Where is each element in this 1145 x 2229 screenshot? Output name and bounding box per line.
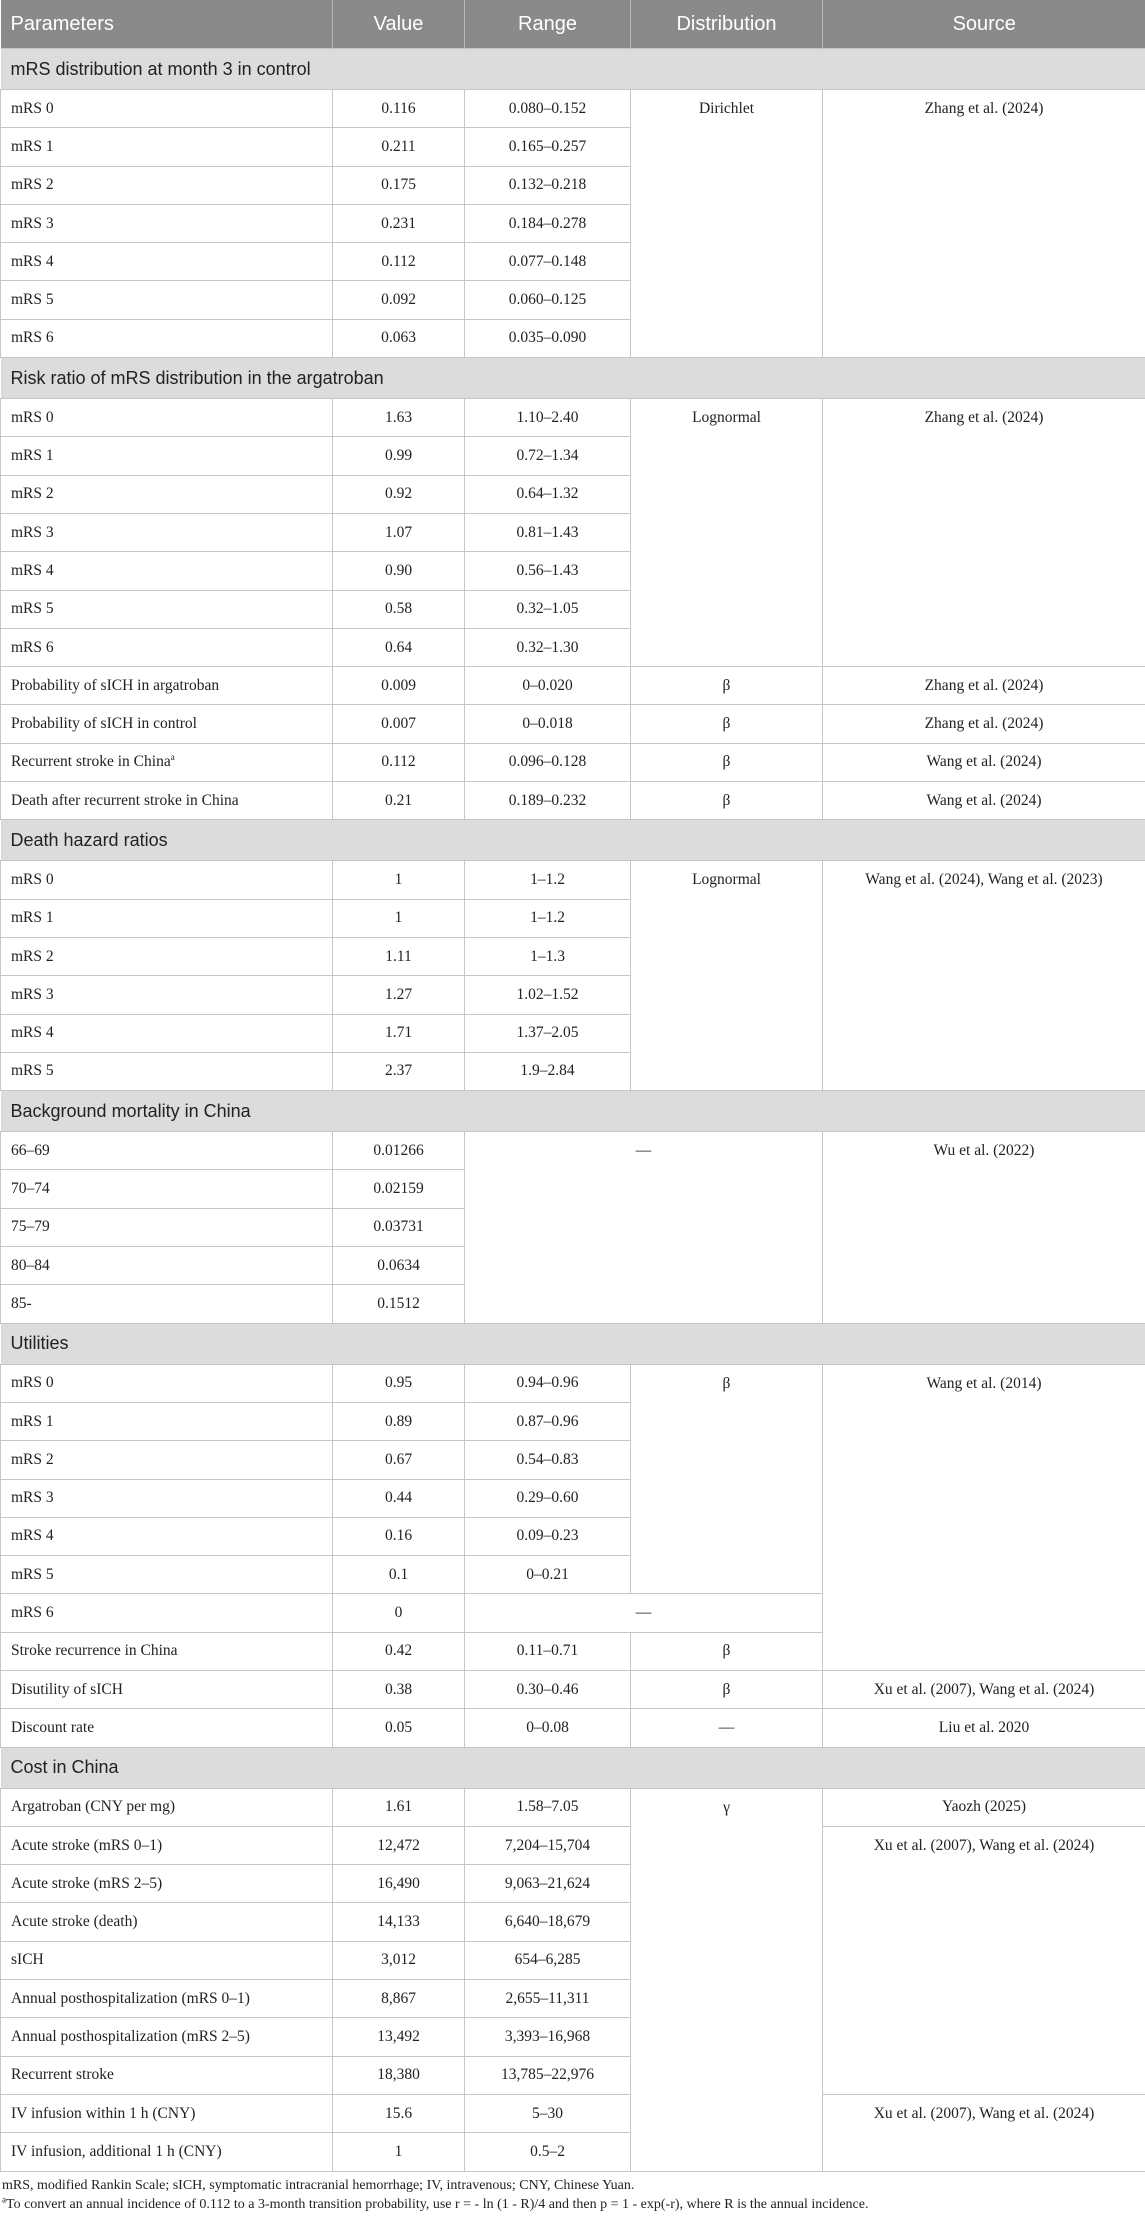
header-row (1, 0, 1145, 49)
distribution-cell: Lognormal (631, 861, 823, 1091)
distribution-cell: β (631, 1364, 823, 1594)
range-cell: 0.72–1.34 (465, 437, 631, 475)
section-header (1, 1091, 1145, 1132)
param-cell: mRS 6 (1, 319, 333, 357)
value-cell: 1.61 (333, 1788, 465, 1826)
table-row (1, 705, 1145, 743)
value-cell: 16,490 (333, 1865, 465, 1903)
source-cell: Liu et al. 2020 (823, 1709, 1145, 1747)
range-cell: 0–0.018 (465, 705, 631, 743)
param-cell: Recurrent stroke (1, 2056, 333, 2094)
source-cell: Wang et al. (2014) (823, 1364, 1145, 1670)
param-cell: mRS 5 (1, 1556, 333, 1594)
section-header (1, 1747, 1145, 1788)
value-cell: 0.175 (333, 166, 465, 204)
value-cell: 1.63 (333, 399, 465, 437)
source-cell: Xu et al. (2007), Wang et al. (2024) (823, 1826, 1145, 2094)
range-cell: 0.035–0.090 (465, 319, 631, 357)
source-cell: Zhang et al. (2024) (823, 399, 1145, 667)
value-cell: 1.71 (333, 1014, 465, 1052)
value-cell: 0.063 (333, 319, 465, 357)
value-cell: 1.11 (333, 937, 465, 975)
value-cell: 13,492 (333, 2018, 465, 2056)
value-cell: 0.231 (333, 204, 465, 242)
param-cell: mRS 0 (1, 861, 333, 899)
value-cell: 0.1512 (333, 1285, 465, 1323)
source-cell: Wu et al. (2022) (823, 1132, 1145, 1323)
param-cell: mRS 4 (1, 1517, 333, 1555)
param-cell: 66–69 (1, 1132, 333, 1170)
param-cell: Disutility of sICH (1, 1670, 333, 1708)
table-row (1, 1364, 1145, 1402)
value-cell: 1 (333, 2133, 465, 2171)
param-cell: mRS 4 (1, 1014, 333, 1052)
distribution-cell: γ (631, 1788, 823, 2171)
header-distribution: Distribution (631, 0, 823, 49)
param-cell: mRS 1 (1, 1402, 333, 1440)
param-cell: 70–74 (1, 1170, 333, 1208)
param-cell (1, 743, 333, 781)
param-cell: Acute stroke (mRS 0–1) (1, 1826, 333, 1864)
distribution-cell: — (631, 1709, 823, 1747)
value-cell: 0.92 (333, 475, 465, 513)
param-cell: IV infusion, additional 1 h (CNY) (1, 2133, 333, 2171)
value-cell: 0.89 (333, 1402, 465, 1440)
param-cell: mRS 4 (1, 243, 333, 281)
range-cell: 1–1.3 (465, 937, 631, 975)
footnote-abbreviations: mRS, modified Rankin Scale; sICH, symptomatic intracranial hemorrhage; IV, intravenous; CNY, Chinese Yuan. (2, 2177, 635, 2193)
param-cell: mRS 3 (1, 976, 333, 1014)
table-row (1, 1132, 1145, 1170)
range-cell: 0.080–0.152 (465, 90, 631, 128)
distribution-cell: β (631, 1670, 823, 1708)
value-cell: 1 (333, 899, 465, 937)
distribution-cell: Dirichlet (631, 90, 823, 358)
range-cell: 2,655–11,311 (465, 1980, 631, 2018)
source-cell: Yaozh (2025) (823, 1788, 1145, 1826)
range-cell: 0.184–0.278 (465, 204, 631, 242)
section-title: Background mortality in China (1, 1091, 1145, 1132)
param-cell: IV infusion within 1 h (CNY) (1, 2094, 333, 2132)
range-cell: 0.165–0.257 (465, 128, 631, 166)
source-cell: Zhang et al. (2024) (823, 667, 1145, 705)
param-cell: mRS 6 (1, 628, 333, 666)
table-row (1, 1670, 1145, 1708)
range-cell: 13,785–22,976 (465, 2056, 631, 2094)
section-header (1, 49, 1145, 90)
value-cell: 15.6 (333, 2094, 465, 2132)
value-cell: 2.37 (333, 1052, 465, 1090)
value-cell: 0.42 (333, 1632, 465, 1670)
value-cell: 0.16 (333, 1517, 465, 1555)
value-cell: 0.211 (333, 128, 465, 166)
range-cell: 0.32–1.05 (465, 590, 631, 628)
range-cell: 0.09–0.23 (465, 1517, 631, 1555)
distribution-cell: β (631, 705, 823, 743)
table-footnotes (0, 2176, 1145, 2214)
param-cell: mRS 0 (1, 399, 333, 437)
header-value: Value (333, 0, 465, 49)
param-cell: 85- (1, 1285, 333, 1323)
table-row (1, 1709, 1145, 1747)
section-title: Risk ratio of mRS distribution in the argatroban (1, 358, 1145, 399)
param-cell: Death after recurrent stroke in China (1, 782, 333, 820)
range-cell: 0.096–0.128 (465, 743, 631, 781)
range-cell: 0–0.08 (465, 1709, 631, 1747)
param-cell: mRS 2 (1, 475, 333, 513)
param-cell: mRS 3 (1, 204, 333, 242)
range-cell: 0.132–0.218 (465, 166, 631, 204)
param-cell: mRS 5 (1, 281, 333, 319)
param-cell: 80–84 (1, 1247, 333, 1285)
section-title: Utilities (1, 1323, 1145, 1364)
value-cell: 0.21 (333, 782, 465, 820)
param-cell: Annual posthospitalization (mRS 2–5) (1, 2018, 333, 2056)
range-cell: 3,393–16,968 (465, 2018, 631, 2056)
param-cell: mRS 0 (1, 1364, 333, 1402)
value-cell: 18,380 (333, 2056, 465, 2094)
range-cell: 0.077–0.148 (465, 243, 631, 281)
value-cell: 12,472 (333, 1826, 465, 1864)
value-cell: 0.092 (333, 281, 465, 319)
param-cell: mRS 1 (1, 128, 333, 166)
range-cell: 6,640–18,679 (465, 1903, 631, 1941)
section-title: mRS distribution at month 3 in control (1, 49, 1145, 90)
distribution-cell: β (631, 1632, 823, 1670)
param-cell: mRS 4 (1, 552, 333, 590)
source-cell: Wang et al. (2024) (823, 782, 1145, 820)
value-cell: 0.95 (333, 1364, 465, 1402)
value-cell: 0.01266 (333, 1132, 465, 1170)
value-cell: 0.007 (333, 705, 465, 743)
table-row (1, 743, 1145, 781)
range-cell: 0.5–2 (465, 2133, 631, 2171)
table-row (1, 782, 1145, 820)
param-cell: mRS 1 (1, 437, 333, 475)
value-cell: 0.02159 (333, 1170, 465, 1208)
param-cell: Probability of sICH in argatroban (1, 667, 333, 705)
source-cell: Wang et al. (2024), Wang et al. (2023) (823, 861, 1145, 1091)
range-cell: 1.10–2.40 (465, 399, 631, 437)
table-row (1, 2094, 1145, 2132)
footnote-marker: a (170, 752, 175, 763)
value-cell: 8,867 (333, 1980, 465, 2018)
range-distribution-cell: — (465, 1132, 823, 1323)
table-row (1, 1788, 1145, 1826)
section-title: Cost in China (1, 1747, 1145, 1788)
footnote-marker: a (2, 2193, 6, 2204)
range-cell: 0.29–0.60 (465, 1479, 631, 1517)
value-cell: 0.009 (333, 667, 465, 705)
header-range: Range (465, 0, 631, 49)
range-cell: 0.060–0.125 (465, 281, 631, 319)
footnote-conversion-text: To convert an annual incidence of 0.112 to a 3-month transition probability, use r = - ln (1 - R)/4 and then p = 1 - exp(-r), where R is the annual incidence. (6, 2196, 869, 2212)
value-cell: 0 (333, 1594, 465, 1632)
value-cell: 0.112 (333, 743, 465, 781)
source-cell: Zhang et al. (2024) (823, 705, 1145, 743)
value-cell: 1.27 (333, 976, 465, 1014)
range-cell: 0.64–1.32 (465, 475, 631, 513)
range-cell: 1.58–7.05 (465, 1788, 631, 1826)
value-cell: 0.0634 (333, 1247, 465, 1285)
range-cell: 0–0.020 (465, 667, 631, 705)
range-cell: 0.11–0.71 (465, 1632, 631, 1670)
source-cell: Zhang et al. (2024) (823, 90, 1145, 358)
table-row (1, 399, 1145, 437)
value-cell: 0.38 (333, 1670, 465, 1708)
range-cell: 0.30–0.46 (465, 1670, 631, 1708)
param-cell: mRS 2 (1, 1441, 333, 1479)
param-cell: Acute stroke (mRS 2–5) (1, 1865, 333, 1903)
range-cell: 1.37–2.05 (465, 1014, 631, 1052)
table-row (1, 667, 1145, 705)
table-row (1, 90, 1145, 128)
value-cell: 3,012 (333, 1941, 465, 1979)
source-cell: Wang et al. (2024) (823, 743, 1145, 781)
range-cell: 0.94–0.96 (465, 1364, 631, 1402)
range-cell: 0.56–1.43 (465, 552, 631, 590)
value-cell: 0.90 (333, 552, 465, 590)
range-cell: 1–1.2 (465, 861, 631, 899)
param-cell: Discount rate (1, 1709, 333, 1747)
param-cell: Probability of sICH in control (1, 705, 333, 743)
param-text: Recurrent stroke in China (11, 753, 171, 771)
section-header (1, 1323, 1145, 1364)
value-cell: 0.67 (333, 1441, 465, 1479)
value-cell: 0.05 (333, 1709, 465, 1747)
distribution-cell: β (631, 667, 823, 705)
value-cell: 0.1 (333, 1556, 465, 1594)
range-cell: 0.81–1.43 (465, 513, 631, 551)
value-cell: 0.64 (333, 628, 465, 666)
value-cell: 0.99 (333, 437, 465, 475)
value-cell: 0.03731 (333, 1208, 465, 1246)
value-cell: 0.112 (333, 243, 465, 281)
range-cell: 5–30 (465, 2094, 631, 2132)
param-cell: mRS 5 (1, 1052, 333, 1090)
param-cell: mRS 3 (1, 1479, 333, 1517)
range-cell: 1–1.2 (465, 899, 631, 937)
param-cell: mRS 5 (1, 590, 333, 628)
range-cell: 0.54–0.83 (465, 1441, 631, 1479)
param-cell: Acute stroke (death) (1, 1903, 333, 1941)
footnote-conversion (2, 2195, 1145, 2214)
distribution-cell: β (631, 743, 823, 781)
section-title: Death hazard ratios (1, 820, 1145, 861)
value-cell: 1 (333, 861, 465, 899)
source-cell: Xu et al. (2007), Wang et al. (2024) (823, 2094, 1145, 2171)
range-cell: 654–6,285 (465, 1941, 631, 1979)
value-cell: 1.07 (333, 513, 465, 551)
range-cell: 0.32–1.30 (465, 628, 631, 666)
range-cell: 1.9–2.84 (465, 1052, 631, 1090)
distribution-cell: β (631, 782, 823, 820)
range-cell: 7,204–15,704 (465, 1826, 631, 1864)
source-cell: Xu et al. (2007), Wang et al. (2024) (823, 1670, 1145, 1708)
param-cell: Annual posthospitalization (mRS 0–1) (1, 1980, 333, 2018)
param-cell: Stroke recurrence in China (1, 1632, 333, 1670)
distribution-cell: Lognormal (631, 399, 823, 667)
range-cell: 0.189–0.232 (465, 782, 631, 820)
param-cell: 75–79 (1, 1208, 333, 1246)
value-cell: 0.58 (333, 590, 465, 628)
param-cell: Argatroban (CNY per mg) (1, 1788, 333, 1826)
value-cell: 0.116 (333, 90, 465, 128)
range-distribution-cell: — (465, 1594, 823, 1632)
param-cell: mRS 2 (1, 937, 333, 975)
section-header (1, 358, 1145, 399)
range-cell: 0.87–0.96 (465, 1402, 631, 1440)
param-cell: mRS 6 (1, 1594, 333, 1632)
value-cell: 0.44 (333, 1479, 465, 1517)
range-cell: 1.02–1.52 (465, 976, 631, 1014)
table-row (1, 861, 1145, 899)
header-parameters: Parameters (1, 0, 333, 49)
range-cell: 0–0.21 (465, 1556, 631, 1594)
section-header (1, 820, 1145, 861)
param-cell: mRS 2 (1, 166, 333, 204)
range-cell: 9,063–21,624 (465, 1865, 631, 1903)
header-source: Source (823, 0, 1145, 49)
table-row (1, 1826, 1145, 1864)
param-cell: sICH (1, 1941, 333, 1979)
param-cell: mRS 0 (1, 90, 333, 128)
value-cell: 14,133 (333, 1903, 465, 1941)
param-cell: mRS 1 (1, 899, 333, 937)
param-cell: mRS 3 (1, 513, 333, 551)
